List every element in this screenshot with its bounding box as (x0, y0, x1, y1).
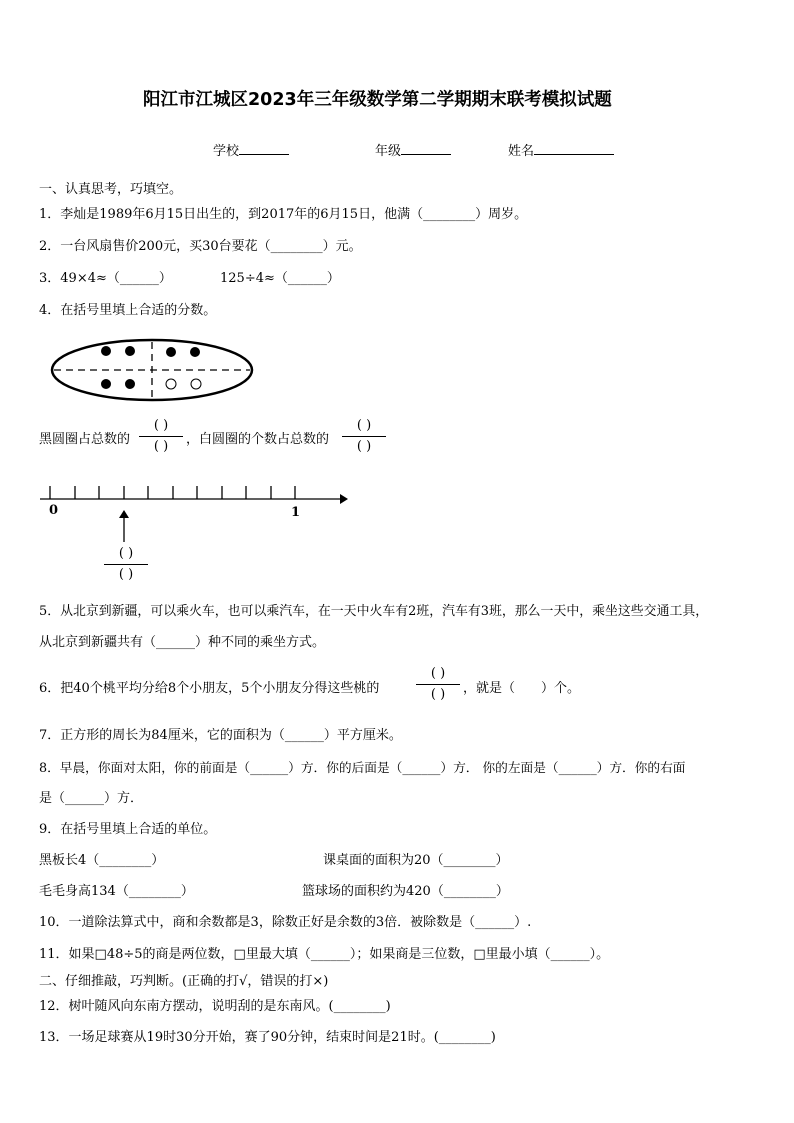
black-circle (101, 379, 111, 389)
school-label: 学校 (213, 144, 240, 159)
question-9d: 篮球场的面积约为420（________） (302, 884, 509, 899)
question-2: 2．一台风扇售价200元，买30台要花（________）元。 (39, 239, 362, 254)
question-10: 10．一道除法算式中，商和余数都是3，除数正好是余数的3倍．被除数是（______）. (39, 915, 532, 930)
section-2-heading: 二、仔细推敲，巧判断。(正确的打√，错误的打×) (39, 974, 329, 989)
fraction-numerator: ( ) (430, 666, 446, 681)
black-circle (166, 347, 176, 357)
school-blank[interactable] (239, 141, 289, 155)
question-9b: 课桌面的面积为20（________） (323, 853, 509, 868)
black-circle (190, 347, 200, 357)
question-8-line-1: 8．早晨，你面对太阳，你的前面是（______）方．你的后面是（______）方． 你的左面是（______）方．你的右面 (39, 760, 686, 775)
grade-field (375, 141, 451, 161)
question-12: 12．树叶随风向东南方摆动，说明刮的是东南风。(________) (39, 999, 391, 1014)
white-circle (191, 379, 201, 389)
school-field (213, 141, 289, 161)
question-3b: 125÷4≈（______） (220, 271, 340, 286)
question-3a: 3．49×4≈（______） (39, 271, 172, 286)
fraction-denominator: ( ) (356, 439, 372, 454)
grade-blank[interactable] (401, 141, 451, 155)
fraction-black[interactable] (139, 418, 183, 455)
question-6-end: ，就是（ ）个。 (463, 681, 581, 696)
section-1-heading: 一、认真思考，巧填空。 (39, 182, 183, 197)
q4-text-white: ，白圆圈的个数占总数的 (186, 432, 330, 447)
question-8-line-2: 是（______）方． (39, 791, 144, 806)
fraction-denominator: ( ) (118, 567, 134, 582)
q4-text-black: 黑圆圈占总数的 (39, 432, 131, 447)
name-field (508, 141, 614, 161)
fraction-q6[interactable] (416, 666, 460, 703)
number-line-end-label: 1 (291, 505, 301, 520)
fraction-white[interactable] (342, 418, 386, 455)
fraction-numerator: ( ) (153, 418, 169, 433)
page-title: 阳江市江城区2023年三年级数学第二学期期末联考模拟试题 (143, 90, 612, 110)
question-4: 4．在括号里填上合适的分数。 (39, 303, 217, 318)
number-line-start-label: 0 (49, 503, 59, 518)
question-13: 13．一场足球赛从19时30分开始，赛了90分钟，结束时间是21时。(________) (39, 1030, 496, 1045)
question-9c: 毛毛身高134（________） (39, 884, 194, 899)
grade-label: 年级 (375, 144, 402, 159)
black-circle (125, 346, 135, 356)
black-circle (125, 379, 135, 389)
black-circle (101, 346, 111, 356)
name-blank[interactable] (534, 141, 614, 155)
fraction-denominator: ( ) (153, 439, 169, 454)
white-circle (166, 379, 176, 389)
fraction-denominator: ( ) (430, 687, 446, 702)
name-label: 姓名 (508, 144, 535, 159)
question-5-line-1: 5．从北京到新疆，可以乘火车，也可以乘汽车，在一天中火车有2班，汽车有3班，那么一天中，乘坐这些交通工具， (39, 604, 709, 619)
question-9a: 黑板长4（________） (39, 853, 165, 868)
question-1: 1．李灿是1989年6月15日出生的，到2017年的6月15日，他满（________）周岁。 (39, 207, 528, 222)
circle-groups-diagram (50, 338, 270, 404)
question-11: 11．如果□48÷5的商是两位数，□里最大填（______）；如果商是三位数，□里最小填（______）。 (39, 947, 610, 962)
question-7: 7．正方形的周长为84厘米，它的面积为（______）平方厘米。 (39, 728, 402, 743)
tick-marks (50, 486, 295, 499)
number-line (38, 480, 358, 550)
question-9: 9．在括号里填上合适的单位。 (39, 822, 217, 837)
fraction-numerator: ( ) (356, 418, 372, 433)
question-6-start: 6．把40个桃平均分给8个小朋友，5个小朋友分得这些桃的 (39, 681, 380, 696)
fraction-number-line[interactable] (104, 546, 148, 583)
question-5-line-2: 从北京到新疆共有（______）种不同的乘坐方式。 (39, 635, 326, 650)
fraction-numerator: ( ) (118, 546, 134, 561)
